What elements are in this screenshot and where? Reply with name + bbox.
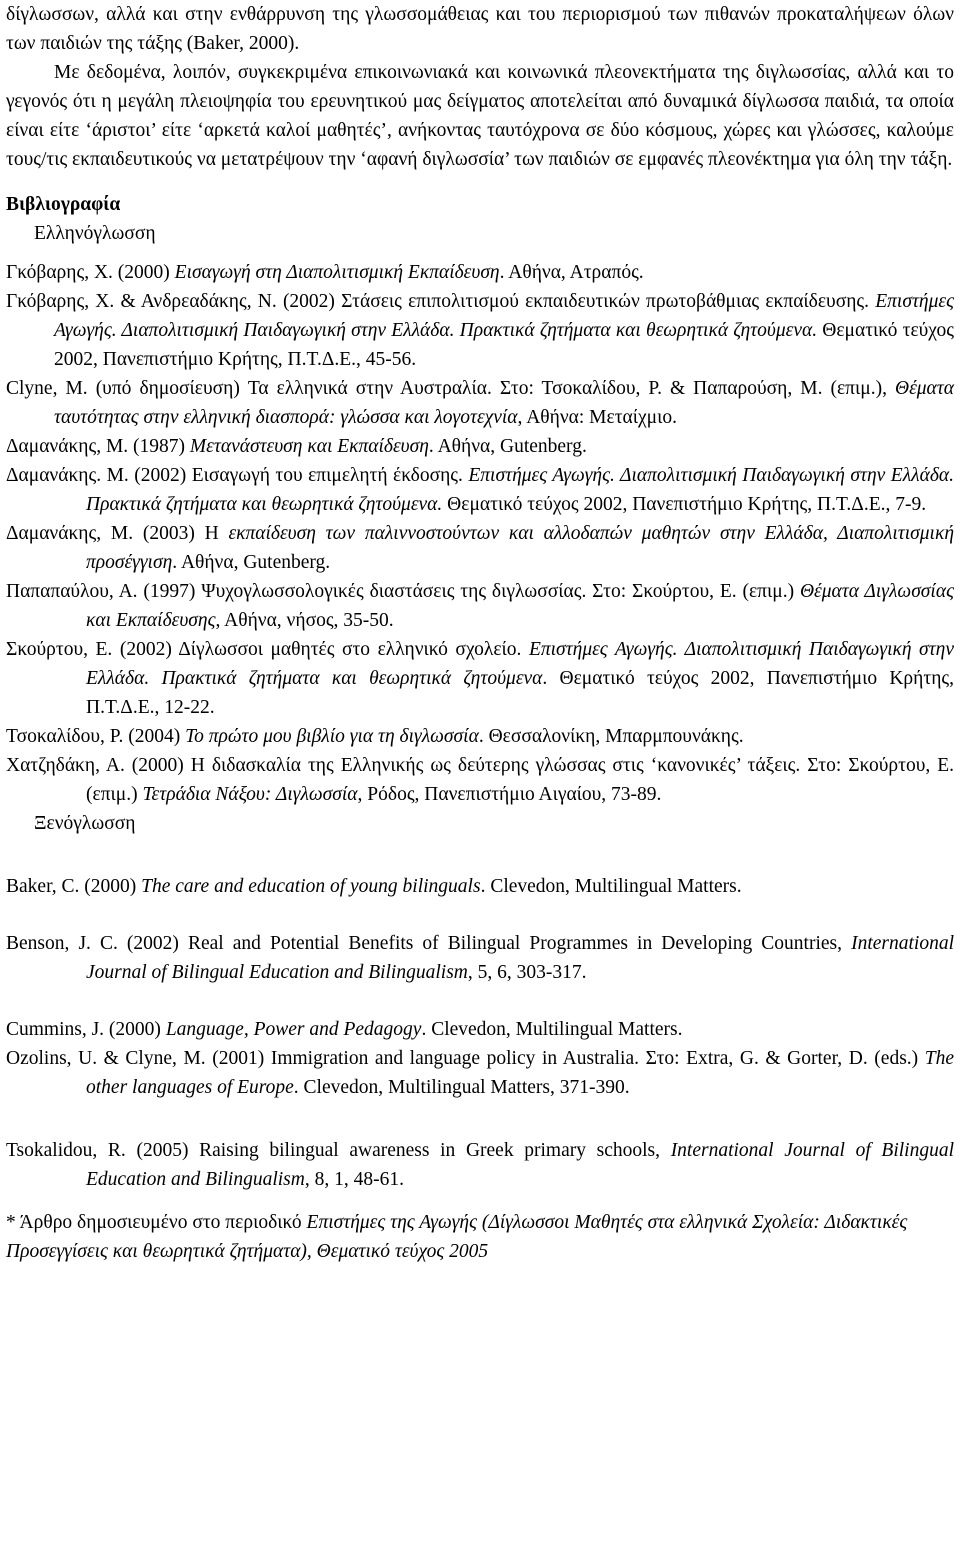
reference-item: Δαμανάκης. Μ. (2002) Εισαγωγή του επιμελητή έκδοσης. Επιστήμες Αγωγής. Διαπολιτισμική Παιδαγωγική στην Ελλάδα. Πρακτικά ζητήματα και θεωρητικά ζητούμενα. Θεματικό τεύχος 2002, Πανεπιστήμιο Κρήτης, Π.Τ.Δ.Ε., 7-9. bbox=[6, 465, 954, 515]
reference-item: Cummins, J. (2000) Language, Power and Pedagogy. Clevedon, Multilingual Matters. bbox=[6, 1019, 683, 1040]
reference-item: Ozolins, U. & Clyne, M. (2001) Immigration and language policy in Australia. Στο: Extra, G. & Gorter, D. (eds.) The other languages of Europe. Clevedon, Multilingual Matters, 371-390. bbox=[6, 1048, 954, 1098]
reference-item: Παπαπαύλου, Α. (1997) Ψυχογλωσσολογικές διαστάσεις της διγλωσσίας. Στο: Σκούρτου, Ε. (επιμ.) Θέματα Διγλωσσίας και Εκπαίδευσης, Αθήνα, νήσος, 35-50. bbox=[6, 581, 954, 631]
intro-paragraph-1: δίγλωσσων, αλλά και στην ενθάρρυνση της γλωσσομάθειας και του περιορισμού των πιθανών προκαταλήψεων όλων των παιδιών της τάξης (Baker, 2000). bbox=[6, 4, 954, 54]
intro-paragraph-2-text: Με δεδομένα, λοιπόν, συγκεκριμένα επικοινωνιακά και κοινωνικά πλεονεκτήματα της διγλωσσίας, αλλά και το γεγονός ότι η μεγάλη πλειοψηφία του ερευνητικού μας δείγματος αποτελείται από δυναμικά δίγλωσσα παιδιά, τα οποία είναι είτε ‘άριστοι’ είτε ‘αρκετά καλοί μαθητές’, ανήκοντας ταυτόχρονα σε δύο κόσμους, χώρες και γλώσσες, καλούμε τους/τις εκπαιδευτικούς να μετατρέψουν την ‘αφανή διγλωσσία’ των παιδιών σε εμφανές πλεονέκτημα για όλη την τάξη. bbox=[6, 62, 954, 170]
reference-item: Τσοκαλίδου, Ρ. (2004) Το πρώτο μου βιβλίο για τη διγλωσσία. Θεσσαλονίκη, Μπαρμπουνάκης. bbox=[6, 726, 744, 747]
reference-item: Benson, J. C. (2002) Real and Potential Benefits of Bilingual Programmes in Developing Countries, International Journal of Bilingual Education and Bilingualism, 5, 6, 303-317. bbox=[6, 933, 954, 983]
footnote-text: * Άρθρο δημοσιευμένο στο περιοδικό bbox=[6, 1212, 307, 1233]
foreign-reference-list bbox=[6, 872, 954, 1194]
greek-bibliography-heading: Ελληνόγλωσση bbox=[34, 223, 156, 244]
greek-reference-list bbox=[6, 258, 954, 809]
reference-item: Γκόβαρης, Χ. (2000) Εισαγωγή στη Διαπολιτισμική Εκπαίδευση. Αθήνα, Ατραπός. bbox=[6, 262, 644, 283]
reference-item: Γκόβαρης, Χ. & Ανδρεαδάκης, Ν. (2002) Στάσεις επιπολιτισμού εκπαιδευτικών πρωτοβάθμιας εκπαίδευσης. Επιστήμες Αγωγής. Διαπολιτισμική Παιδαγωγική στην Ελλάδα. Πρακτικά ζητήματα και θεωρητικά ζητούμενα. Θεματικό τεύχος 2002, Πανεπιστήμιο Κρήτης, Π.Τ.Δ.Ε., 45-56. bbox=[6, 291, 954, 370]
footnote-journal: Επιστήμες της Αγωγής (Δίγλωσσοι Μαθητές στα ελληνικά Σχολεία: Διδακτικές Προσεγγίσεις και θεωρητικά ζητήματα), Θεματικό τεύχος 2005 bbox=[6, 1212, 908, 1262]
intro-paragraph-2 bbox=[6, 58, 954, 174]
footnote bbox=[6, 1208, 954, 1266]
reference-item: Σκούρτου, Ε. (2002) Δίγλωσσοι μαθητές στο ελληνικό σχολείο. Επιστήμες Αγωγής. Διαπολιτισμική Παιδαγωγική στην Ελλάδα. Πρακτικά ζητήματα και θεωρητικά ζητούμενα. Θεματικό τεύχος 2002, Πανεπιστήμιο Κρήτης, Π.Τ.Δ.Ε., 12-22. bbox=[6, 639, 954, 718]
reference-item: Δαμανάκης, Μ. (1987) Μετανάστευση και Εκπαίδευση. Αθήνα, Gutenberg. bbox=[6, 436, 587, 457]
reference-item: Χατζηδάκη, Α. (2000) Η διδασκαλία της Ελληνικής ως δεύτερης γλώσσας στις ‘κανονικές’ τάξεις. Στο: Σκούρτου, Ε. (επιμ.) Τετράδια Νάξου: Διγλωσσία, Ρόδος, Πανεπιστήμιο Αιγαίου, 73-89. bbox=[6, 755, 954, 805]
foreign-bibliography-heading: Ξενόγλωσση bbox=[34, 813, 136, 834]
reference-item: Δαμανάκης, Μ. (2003) Η εκπαίδευση των παλιννοστούντων και αλλοδαπών μαθητών στην Ελλάδα, Διαπολιτισμική προσέγγιση. Αθήνα, Gutenberg. bbox=[6, 523, 954, 573]
reference-item: Clyne, M. (υπό δημοσίευση) Τα ελληνικά στην Αυστραλία. Στο: Τσοκαλίδου, Ρ. & Παπαρούση, Μ. (επιμ.), Θέματα ταυτότητας στην ελληνική διασπορά: γλώσσα και λογοτεχνία, Αθήνα: Μεταίχμιο. bbox=[6, 378, 954, 428]
reference-item: Baker, C. (2000) The care and education of young bilinguals. Clevedon, Multilingual Matters. bbox=[6, 876, 742, 897]
reference-item: Tsokalidou, R. (2005) Raising bilingual awareness in Greek primary schools, International Journal of Bilingual Education and Bilingualism, 8, 1, 48-61. bbox=[6, 1140, 954, 1190]
bibliography-heading: Βιβλιογραφία bbox=[6, 194, 121, 215]
